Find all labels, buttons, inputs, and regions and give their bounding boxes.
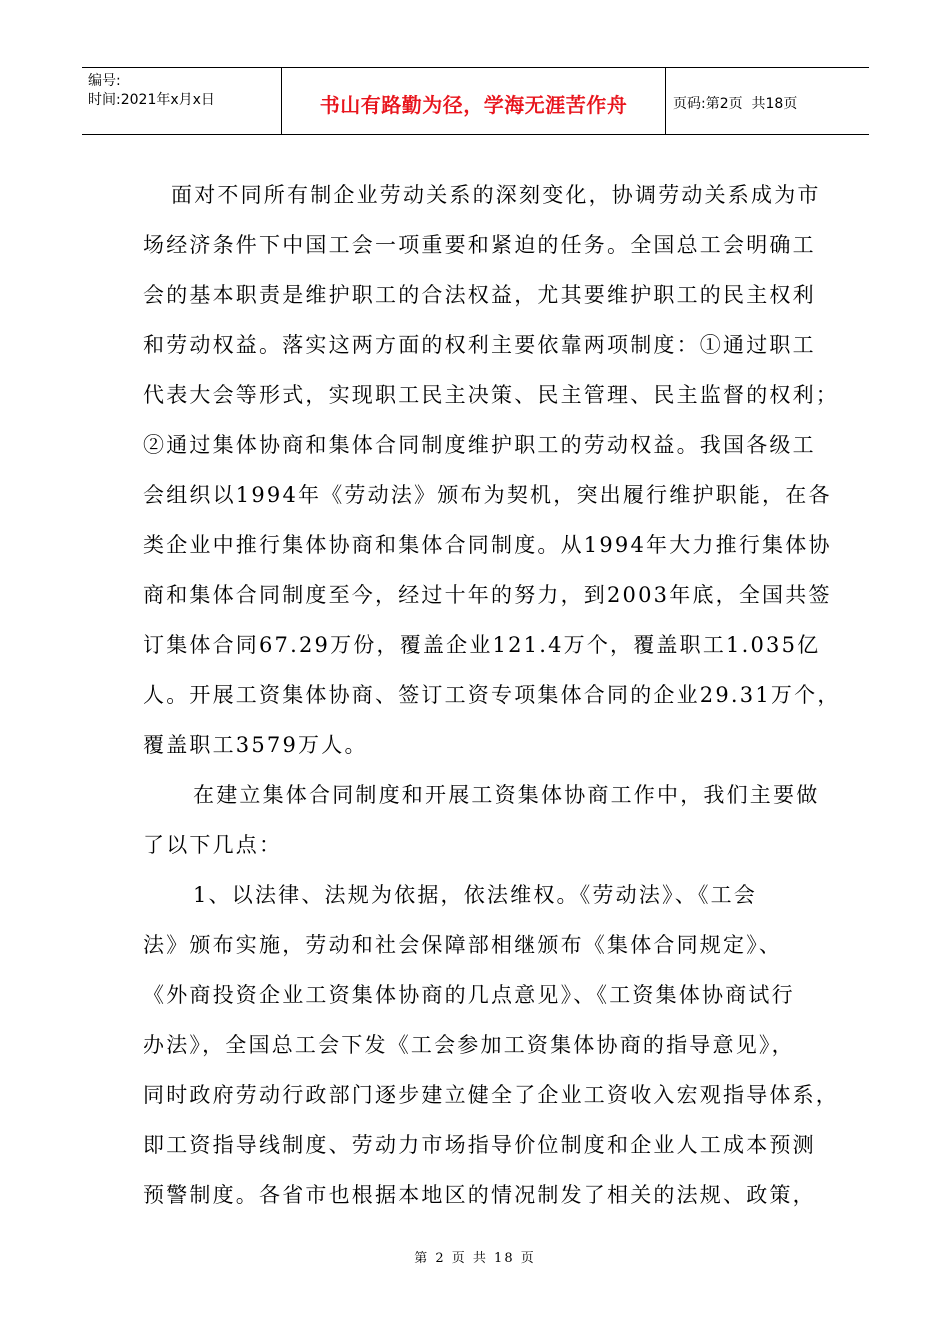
text-line: 预警制度。各省市也根据本地区的情况制发了相关的法规、政策，: [143, 1183, 816, 1207]
header-page-label: 页码:第2页 共18页: [673, 96, 798, 112]
header-motto: 书山有路勤为径，学海无涯苦作舟: [282, 68, 666, 134]
text-line: 即工资指导线制度、劳动力市场指导价位制度和企业人工成本预测: [143, 1133, 816, 1157]
page-footer: 第 2 页 共 18 页: [414, 1251, 536, 1266]
text-line: 订集体合同67.29万份，覆盖企业121.4万个，覆盖职工1.035亿: [143, 633, 821, 657]
text-line: 法》颁布实施，劳动和社会保障部相继颁布《集体合同规定》、: [143, 933, 783, 957]
text-line: ②通过集体协商和集体合同制度维护职工的劳动权益。我国各级工: [143, 433, 816, 457]
text-line: 覆盖职工3579万人。: [143, 733, 368, 757]
document-body: [143, 170, 841, 1220]
document-number-label: 编号:: [88, 73, 121, 89]
text-line: 会的基本职责是维护职工的合法权益，尤其要维护职工的民主权利: [143, 283, 816, 307]
text-line: 面对不同所有制企业劳动关系的深刻变化，协调劳动关系成为市: [171, 183, 821, 207]
text-line: 代表大会等形式，实现职工民主决策、民主管理、民主监督的权利；: [143, 383, 839, 407]
header-page-cell: [666, 68, 869, 134]
header-meta-cell: [82, 68, 282, 134]
text-line: 了以下几点：: [143, 833, 283, 857]
text-line: 场经济条件下中国工会一项重要和紧迫的任务。全国总工会明确工: [143, 233, 816, 257]
text-line: 商和集体合同制度至今，经过十年的努力，到2003年底，全国共签: [143, 583, 832, 607]
text-line: 会组织以1994年《劳动法》颁布为契机，突出履行维护职能，在各: [143, 483, 832, 507]
document-time-label: 时间:2021年x月x日: [88, 92, 215, 108]
text-line: 和劳动权益。落实这两方面的权利主要依靠两项制度：①通过职工: [143, 333, 816, 357]
text-line: 同时政府劳动行政部门逐步建立健全了企业工资收入宏观指导体系，: [143, 1083, 839, 1107]
text-line: 1、以法律、法规为依据，依法维权。《劳动法》、《工会: [193, 883, 758, 907]
paragraph-3: [143, 870, 839, 1220]
text-line: 办法》，全国总工会下发《工会参加工资集体协商的指导意见》，: [143, 1033, 795, 1057]
text-line: 人。开展工资集体协商、签订工资专项集体合同的企业29.31万个，: [143, 683, 841, 707]
paragraph-1: [143, 170, 841, 770]
text-line: 《外商投资企业工资集体协商的几点意见》、《工资集体协商试行: [143, 983, 795, 1007]
document-header: [82, 67, 869, 135]
text-line: 在建立集体合同制度和开展工资集体协商工作中，我们主要做: [193, 783, 820, 807]
text-line: 类企业中推行集体协商和集体合同制度。从1994年大力推行集体协: [143, 533, 832, 557]
paragraph-2: [143, 770, 823, 870]
